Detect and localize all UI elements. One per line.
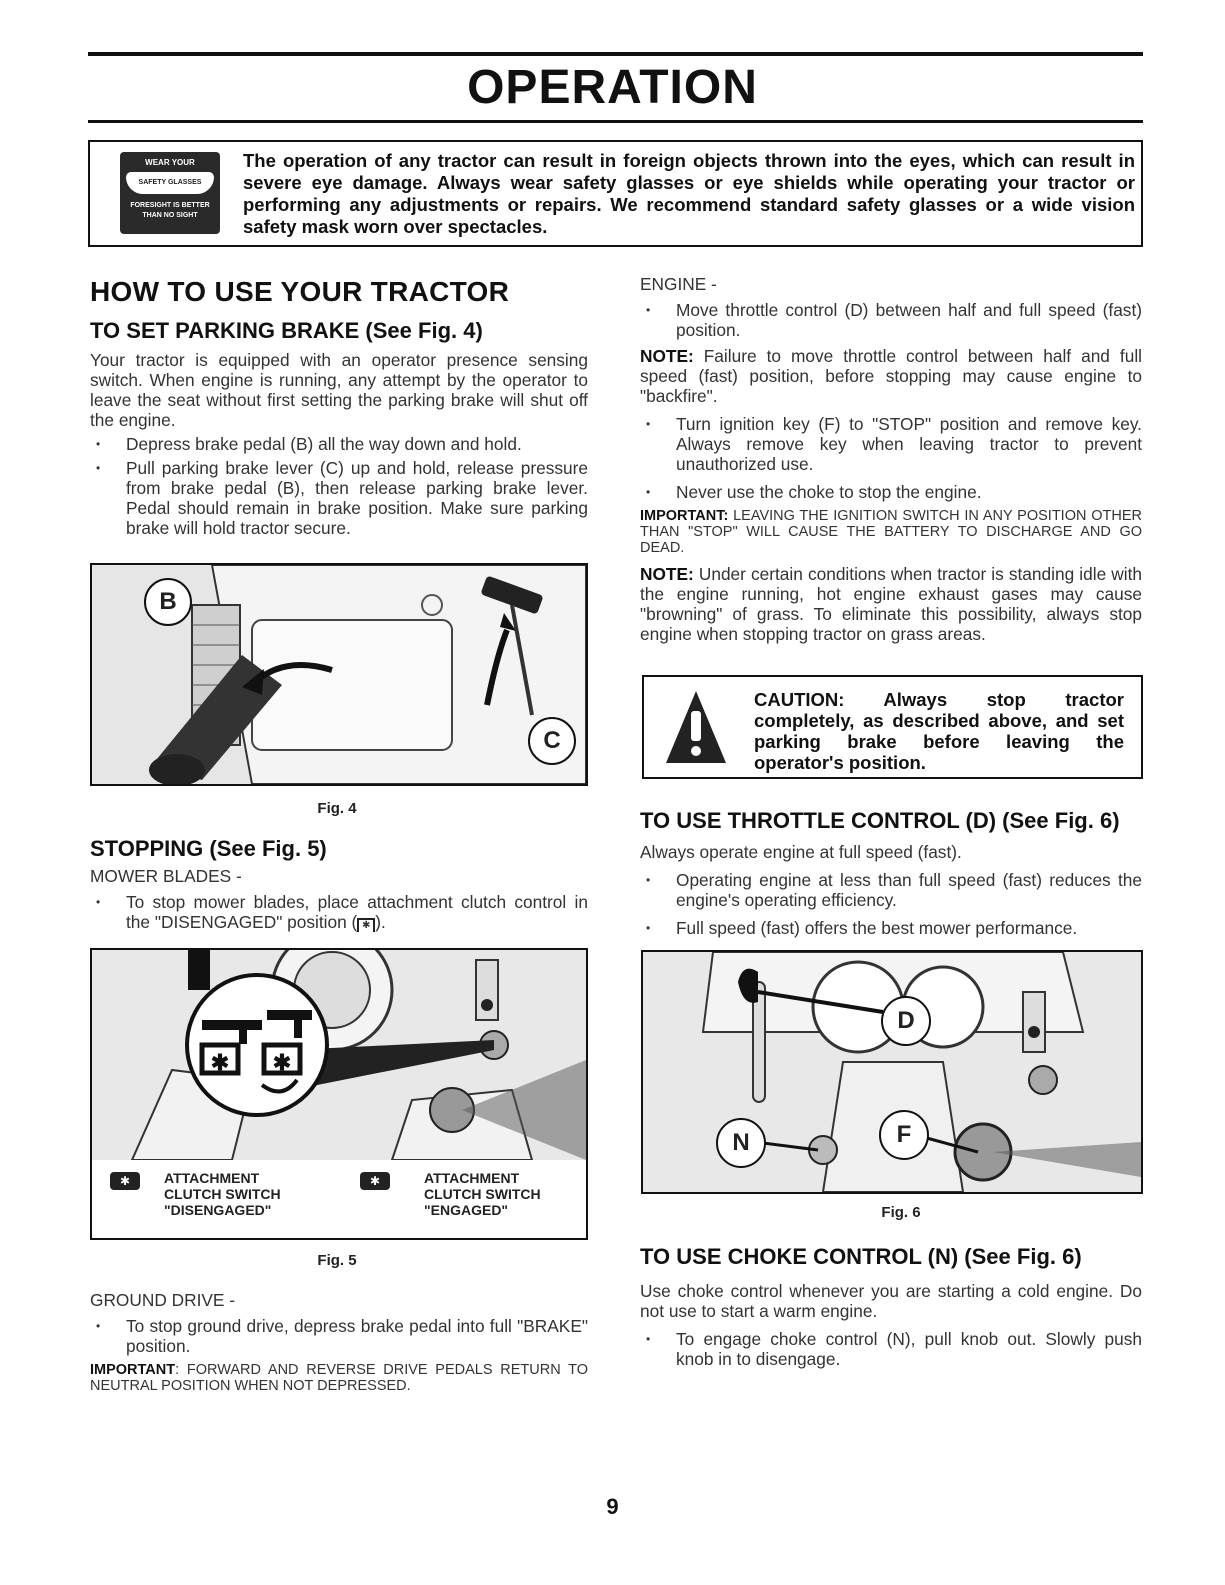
safety-glasses-warning-box — [88, 140, 1143, 247]
caution-warning-icon — [666, 691, 726, 763]
fig6-callout-n: N — [716, 1118, 766, 1168]
figure-6-caption: Fig. 6 — [881, 1204, 921, 1221]
ground-drive-bullet: • To stop ground drive, depress brake pedal into full "BRAKE" position. — [90, 1316, 588, 1356]
svg-text:✱: ✱ — [210, 1050, 230, 1075]
important-label: IMPORTANT — [90, 1362, 176, 1378]
figure-5-caption: Fig. 5 — [317, 1252, 357, 1269]
parking-bullet-1: • Depress brake pedal (B) all the way down and hold. — [90, 434, 588, 454]
page-title: OPERATION — [467, 61, 758, 114]
note-text: Failure to move throttle control between half and full speed (fast) position, before stopping may cause engine to "backfire". — [640, 346, 1142, 406]
mower-bullet-text: To stop mower blades, place attachment clutch control in the "DISENGAGED" position ( — [126, 892, 588, 932]
engaged-legend-line1: ATTACHMENT — [424, 1170, 520, 1186]
choke-intro: Use choke control whenever you are starting a cold engine. Do not use to start a warm engine. — [640, 1281, 1142, 1321]
engine-bullet-2: • Turn ignition key (F) to "STOP" position and remove key. Always remove key when leaving tractor to prevent unauthorized use. — [640, 414, 1142, 474]
mower-blades-label: MOWER BLADES - — [90, 866, 242, 886]
note-backfire — [640, 346, 1142, 406]
parking-bullet-2: • Pull parking brake lever (C) up and hold, release pressure from brake pedal (B), then release parking brake lever. Pedal should remain in brake position. Make sure parking brake will hold tractor secure. — [90, 458, 588, 538]
figure-4-caption: Fig. 4 — [317, 800, 357, 817]
ground-drive-label: GROUND DRIVE - — [90, 1290, 235, 1310]
badge-text-3: FORESIGHT IS BETTER — [130, 202, 210, 209]
engaged-legend-line2: CLUTCH SWITCH — [424, 1186, 541, 1202]
disengaged-legend-icon: ✱ — [110, 1172, 140, 1190]
clutch-disengaged-symbol: ✱ — [357, 918, 375, 932]
note-label: NOTE: — [640, 346, 694, 366]
throttle-intro: Always operate engine at full speed (fast). — [640, 842, 962, 862]
caution-box — [642, 675, 1143, 779]
fig4-callout-c: C — [528, 717, 576, 765]
important-ignition-note — [640, 508, 1142, 556]
top-rule — [88, 52, 1143, 56]
parking-brake-heading: TO SET PARKING BRAKE (See Fig. 4) — [90, 318, 483, 343]
title-underline — [88, 120, 1143, 123]
disengaged-legend-line1: ATTACHMENT — [164, 1170, 260, 1186]
disengaged-legend-line2: CLUTCH SWITCH — [164, 1186, 281, 1202]
badge-text-2: SAFETY GLASSES — [138, 179, 202, 186]
note-browning — [640, 564, 1142, 644]
parking-intro: Your tractor is equipped with an operator presence sensing switch. When engine is running, any attempt by the operator to leave the seat without first setting the parking brake will shut off the engine. — [90, 350, 588, 430]
note-text-2: Under certain conditions when tractor is standing idle with the engine running, hot engine exhaust gases may cause "browning" of grass. To eliminate this possibility, always stop engine when stopping tractor on grass areas. — [640, 564, 1142, 644]
important-text-2: LEAVING THE IGNITION SWITCH IN ANY POSITION OTHER THAN "STOP" WILL CAUSE THE BATTERY TO DISCHARGE AND GO DEAD. — [640, 508, 1142, 556]
disengaged-legend-line3: "DISENGAGED" — [164, 1202, 272, 1218]
engine-label: ENGINE - — [640, 274, 717, 294]
throttle-bullet-2: • Full speed (fast) offers the best mower performance. — [640, 918, 1142, 938]
engaged-legend-line3: "ENGAGED" — [424, 1202, 509, 1218]
throttle-heading: TO USE THROTTLE CONTROL (D) (See Fig. 6) — [640, 808, 1120, 833]
important-label-2: IMPORTANT: — [640, 508, 729, 524]
important-ground-note — [90, 1362, 588, 1394]
mower-bullet-end: ). — [375, 912, 386, 932]
fig6-callout-f: F — [879, 1110, 929, 1160]
throttle-bullet-1: • Operating engine at less than full speed (fast) reduces the engine's operating efficiency. — [640, 870, 1142, 910]
important-text: : FORWARD AND REVERSE DRIVE PEDALS RETURN TO NEUTRAL POSITION WHEN NOT DEPRESSED. — [90, 1362, 588, 1394]
mower-bullet — [90, 892, 588, 932]
fig6-callout-d: D — [881, 996, 931, 1046]
engaged-legend-icon: ✱ — [360, 1172, 390, 1190]
badge-text-1: WEAR YOUR — [145, 158, 195, 167]
figure-4-image — [90, 563, 588, 786]
safety-glasses-icon — [120, 152, 220, 234]
fig4-callout-b: B — [144, 578, 192, 626]
engaged-legend — [424, 1170, 541, 1218]
choke-bullet: • To engage choke control (N), pull knob out. Slowly push knob in to disengage. — [640, 1329, 1142, 1369]
figure-5-drawing — [92, 950, 586, 1160]
note-label-2: NOTE: — [640, 564, 694, 584]
badge-text-4: THAN NO SIGHT — [142, 212, 198, 219]
choke-heading: TO USE CHOKE CONTROL (N) (See Fig. 6) — [640, 1244, 1082, 1269]
disengaged-legend — [164, 1170, 281, 1218]
page-number: 9 — [606, 1494, 619, 1519]
stopping-heading: STOPPING (See Fig. 5) — [90, 836, 327, 861]
main-heading: HOW TO USE YOUR TRACTOR — [90, 276, 510, 307]
svg-text:✱: ✱ — [272, 1050, 292, 1075]
warning-text: The operation of any tractor can result in foreign objects thrown into the eyes, which can result in severe eye damage. Always wear safety glasses or eye shields while operating your tractor or performing any adjustments or repairs. We recommend standard safety glasses or a wide vision safety mask worn over spectacles. — [243, 150, 1135, 237]
engine-bullet-1: • Move throttle control (D) between half and full speed (fast) position. — [640, 300, 1142, 340]
caution-text: CAUTION: Always stop tractor completely, as described above, and set parking brake before leaving the operator's position. — [754, 689, 1124, 773]
figure-5-image — [90, 948, 588, 1240]
engine-bullet-3: • Never use the choke to stop the engine. — [640, 482, 1142, 502]
figure-6-image — [641, 950, 1143, 1194]
